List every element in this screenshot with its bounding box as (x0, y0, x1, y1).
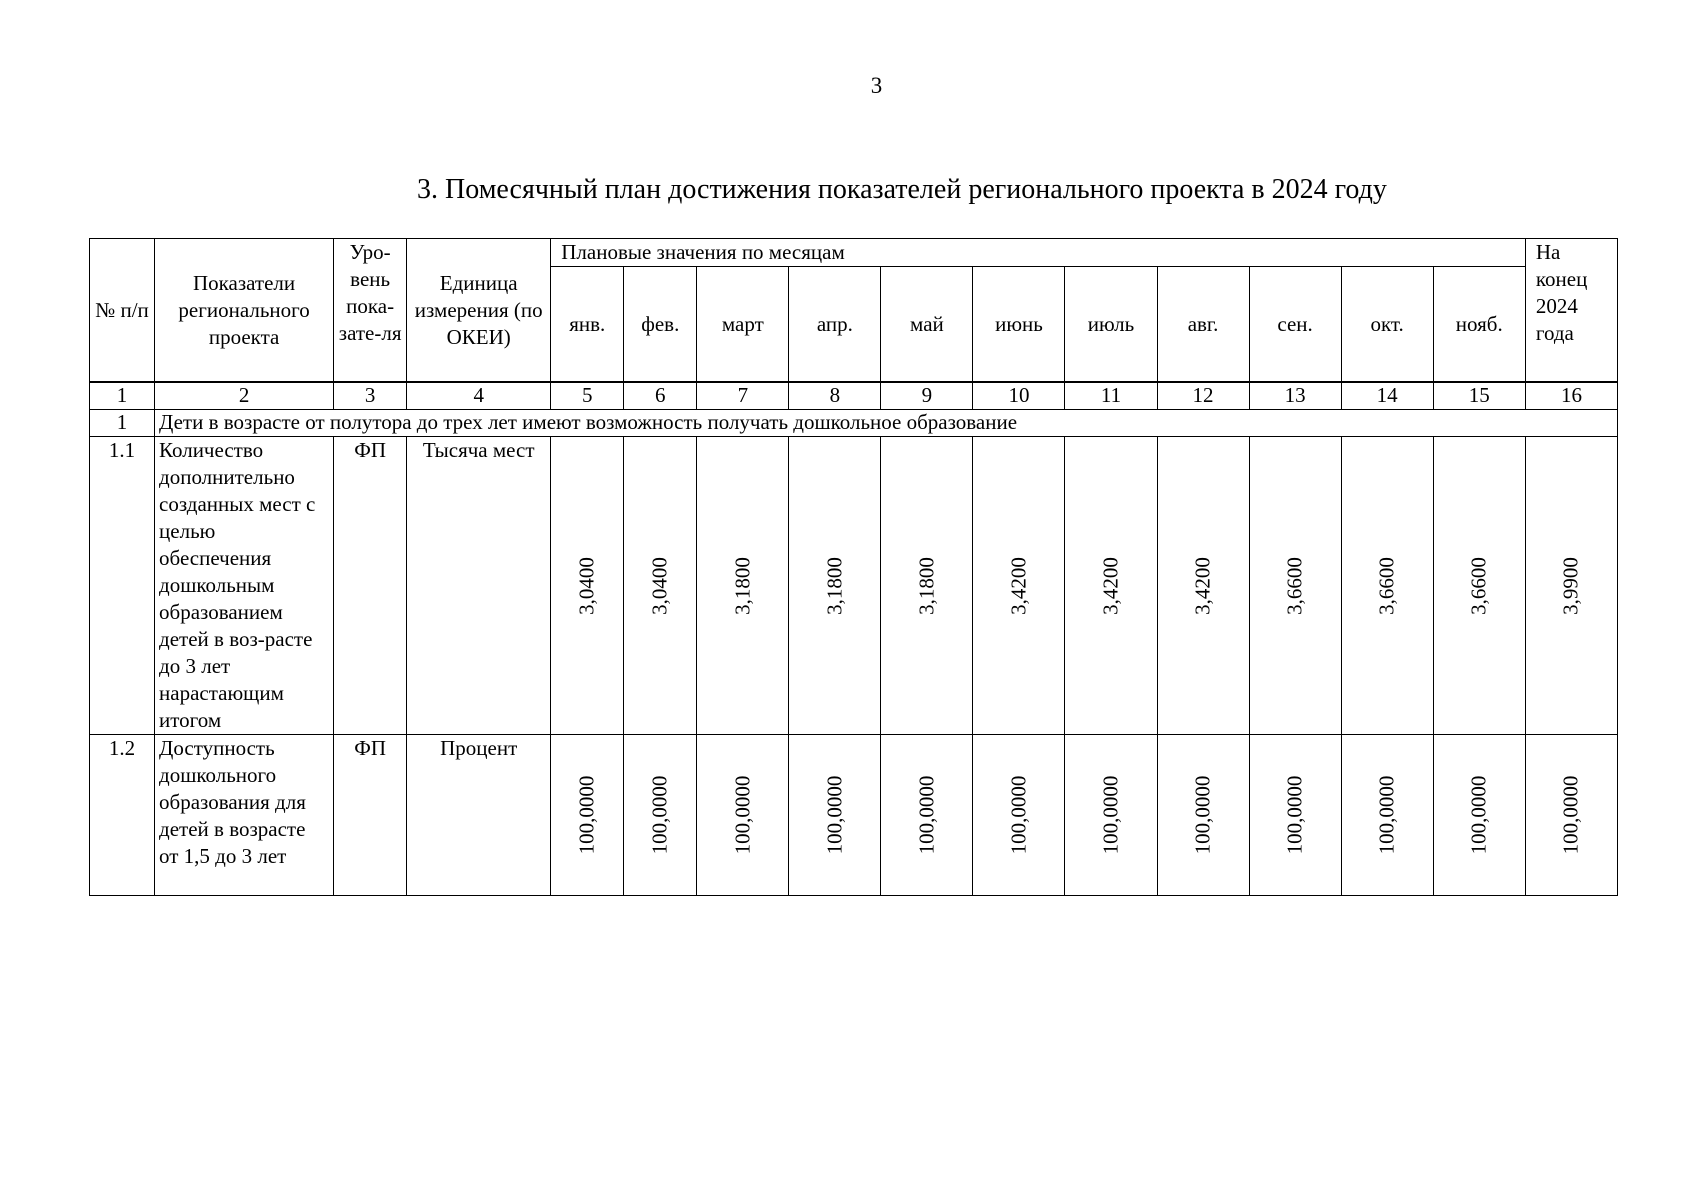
header-month: июль (1065, 267, 1157, 382)
header-indicator: Показатели регионального проекта (155, 239, 334, 382)
row-value (1157, 735, 1249, 896)
row-value-text: 3,1800 (822, 556, 847, 615)
row-value-text: 3,6600 (1466, 556, 1491, 615)
header-month: нояб. (1433, 267, 1525, 382)
row-value (881, 735, 973, 896)
column-numbers-row (90, 383, 1618, 410)
row-num: 1.1 (90, 437, 155, 735)
header-row (90, 239, 1618, 267)
row-level: ФП (334, 735, 407, 896)
row-num: 1.2 (90, 735, 155, 896)
row-value (973, 437, 1065, 735)
header-unit: Единица измерения (по ОКЕИ) (407, 239, 551, 382)
row-value-text: 3,9900 (1558, 556, 1583, 615)
row-value (697, 735, 789, 896)
row-value-text: 100,0000 (1006, 775, 1031, 855)
header-month: март (697, 267, 789, 382)
column-number: 13 (1249, 383, 1341, 410)
row-value (789, 735, 881, 896)
column-number: 4 (407, 383, 551, 410)
column-number: 8 (789, 383, 881, 410)
row-value (697, 437, 789, 735)
column-number: 6 (624, 383, 697, 410)
section-title-cell: Дети в возрасте от полутора до трех лет имеют возможность получать дошкольное образование (155, 410, 1618, 437)
row-value-text: 3,1800 (730, 556, 755, 615)
row-value-text: 3,6600 (1374, 556, 1399, 615)
row-value-text: 3,0400 (574, 556, 599, 615)
row-value (1065, 437, 1157, 735)
row-value (1433, 437, 1525, 735)
row-value (624, 437, 697, 735)
row-value-text: 3,4200 (1190, 556, 1215, 615)
header-month: окт. (1341, 267, 1433, 382)
column-number: 11 (1065, 383, 1157, 410)
column-number: 14 (1341, 383, 1433, 410)
row-value-text: 100,0000 (914, 775, 939, 855)
monthly-plan-table (89, 238, 1618, 896)
row-value-text: 100,0000 (574, 775, 599, 855)
header-monthly: Плановые значения по месяцам (551, 239, 1526, 267)
header-month: фев. (624, 267, 697, 382)
column-number: 1 (90, 383, 155, 410)
section-title: 3. Помесячный план достижения показателей регионального проекта в 2024 году (417, 174, 1387, 205)
row-value (881, 437, 973, 735)
header-month: сен. (1249, 267, 1341, 382)
row-value-text: 100,0000 (1558, 775, 1583, 855)
row-value-text: 3,6600 (1282, 556, 1307, 615)
row-value-text: 100,0000 (1098, 775, 1123, 855)
table-row (90, 437, 1618, 735)
row-indicator: Количество дополнительно созданных мест с целью обеспечения дошкольным образованием детей в воз-расте до 3 лет нарастающим итогом (155, 437, 334, 735)
row-value-text: 100,0000 (1282, 775, 1307, 855)
header-month: май (881, 267, 973, 382)
column-number: 16 (1525, 383, 1617, 410)
row-value-text: 3,4200 (1006, 556, 1031, 615)
row-value-text: 100,0000 (730, 775, 755, 855)
row-value (789, 437, 881, 735)
header-month: авг. (1157, 267, 1249, 382)
row-value (624, 735, 697, 896)
row-value (1249, 437, 1341, 735)
header-month: июнь (973, 267, 1065, 382)
row-level: ФП (334, 437, 407, 735)
column-number: 2 (155, 383, 334, 410)
row-value (1157, 437, 1249, 735)
page-number: 3 (870, 73, 883, 98)
column-number: 12 (1157, 383, 1249, 410)
row-value (1249, 735, 1341, 896)
row-value (551, 735, 624, 896)
section-row (90, 410, 1618, 437)
row-value-year-end (1525, 735, 1617, 896)
row-value-text: 3,4200 (1098, 556, 1123, 615)
header-year-end: На конец 2024 года (1525, 239, 1617, 382)
section-num: 1 (90, 410, 155, 437)
column-number: 5 (551, 383, 624, 410)
row-value-text: 100,0000 (1374, 775, 1399, 855)
row-value (1433, 735, 1525, 896)
header-month: апр. (789, 267, 881, 382)
row-value (973, 735, 1065, 896)
row-value (1065, 735, 1157, 896)
row-value-text: 100,0000 (1466, 775, 1491, 855)
row-value (1341, 437, 1433, 735)
row-unit: Тысяча мест (407, 437, 551, 735)
column-number: 9 (881, 383, 973, 410)
row-value-text: 3,1800 (914, 556, 939, 615)
header-level: Уро-вень пока-зате-ля (334, 239, 407, 382)
row-indicator: Доступность дошкольного образования для детей в возрасте от 1,5 до 3 лет (155, 735, 334, 896)
row-value (1341, 735, 1433, 896)
column-number: 7 (697, 383, 789, 410)
header-num: № п/п (90, 239, 155, 382)
row-value (551, 437, 624, 735)
row-value-text: 100,0000 (647, 775, 672, 855)
row-value-text: 100,0000 (1190, 775, 1215, 855)
row-unit: Процент (407, 735, 551, 896)
row-value-text: 3,0400 (647, 556, 672, 615)
column-number: 10 (973, 383, 1065, 410)
column-number: 3 (334, 383, 407, 410)
row-value-text: 100,0000 (822, 775, 847, 855)
header-month: янв. (551, 267, 624, 382)
table-row (90, 735, 1618, 896)
column-number: 15 (1433, 383, 1525, 410)
row-value-year-end (1525, 437, 1617, 735)
